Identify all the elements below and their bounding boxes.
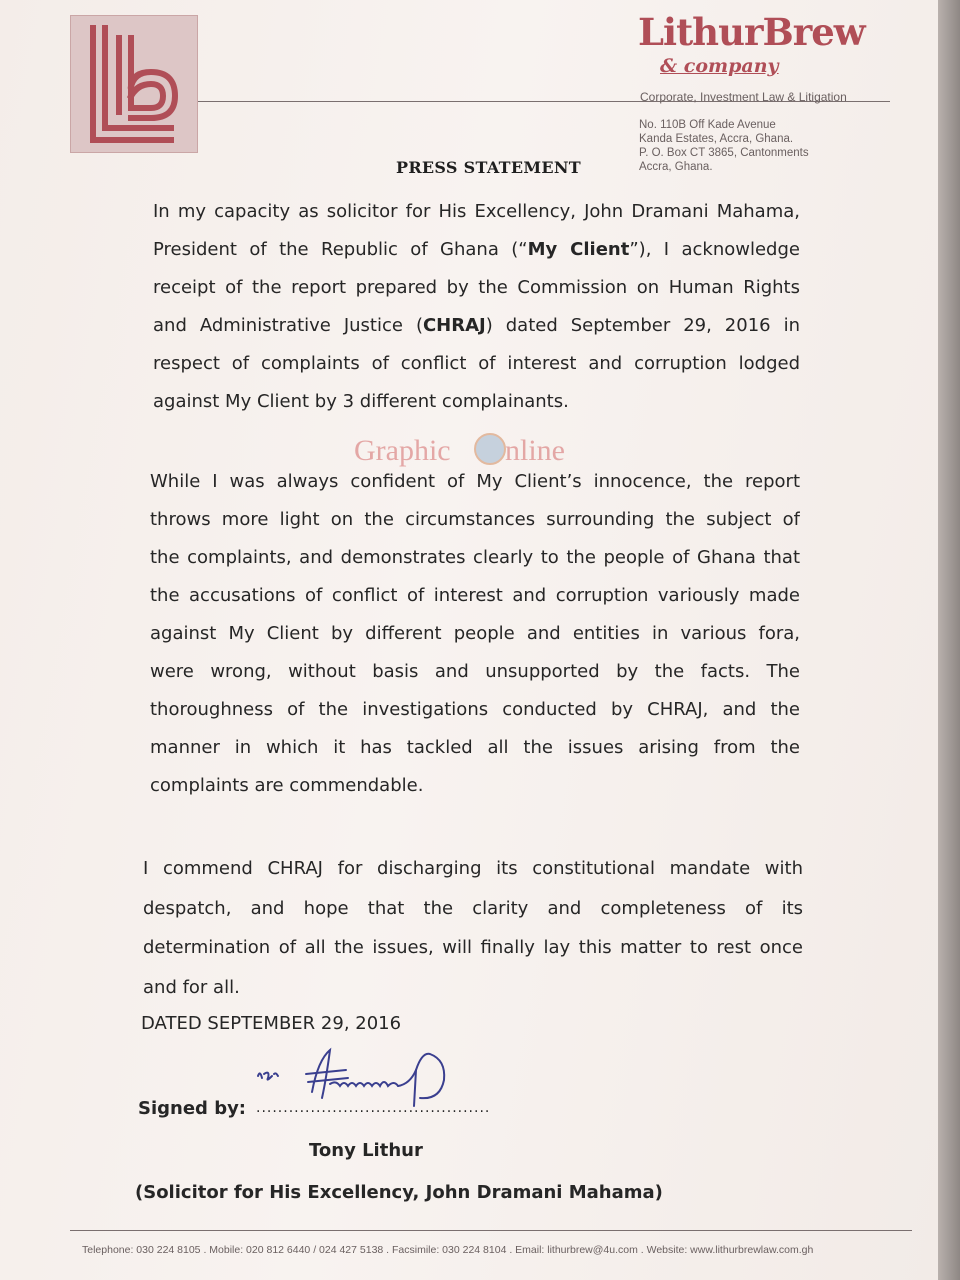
- text-line: respect of complaints of conflict of interest and corruption lodged: [153, 353, 800, 374]
- text-line: receipt of the report prepared by the Commission on Human Rights: [153, 277, 800, 298]
- address-line: Accra, Ghana.: [639, 161, 713, 173]
- firm-logo: [70, 15, 198, 153]
- text-line: I commend CHRAJ for discharging its constitutional mandate with: [143, 858, 803, 879]
- text-line: against My Client by different people and entities in various fora,: [150, 623, 800, 644]
- text-line: In my capacity as solicitor for His Excellency, John Dramani Mahama,: [153, 201, 800, 222]
- address-line: P. O. Box CT 3865, Cantonments: [639, 147, 809, 159]
- date-line: DATED SEPTEMBER 29, 2016: [141, 1013, 402, 1034]
- text-line: President of the Republic of Ghana (“My Client”), I acknowledge: [153, 239, 800, 260]
- watermark-text-right: nline: [505, 434, 565, 467]
- text-line: determination of all the issues, will finally lay this matter to rest once: [143, 937, 803, 959]
- background-surface: [938, 0, 960, 1280]
- address-line: Kanda Estates, Accra, Ghana.: [639, 133, 794, 145]
- text-line: While I was always confident of My Client’s innocence, the report: [150, 471, 800, 492]
- paragraph-3: [143, 849, 803, 1008]
- text-line: the complaints, and demonstrates clearly to the people of Ghana that: [150, 547, 800, 568]
- address-line: No. 110B Off Kade Avenue: [639, 119, 776, 131]
- text-line: and for all.: [143, 977, 240, 999]
- firm-name: LithurBrew: [638, 10, 865, 54]
- footer-divider: [70, 1230, 912, 1231]
- text-line: thoroughness of the investigations conducted by CHRAJ, and the: [150, 699, 800, 720]
- text-line: were wrong, without basis and unsupported by the facts. The: [150, 661, 800, 682]
- text-line: despatch, and hope that the clarity and completeness of its: [143, 897, 803, 919]
- emphasis-text: CHRAJ: [422, 315, 486, 336]
- text-line: against My Client by 3 different complainants.: [153, 391, 569, 412]
- signer-name: Tony Lithur: [309, 1140, 423, 1161]
- text-line: complaints are commendable.: [150, 775, 424, 796]
- firm-name-suffix: & company: [660, 55, 779, 77]
- emphasis-text: My Client: [527, 239, 630, 260]
- paragraph-1: [153, 193, 800, 421]
- firm-brand: [638, 10, 868, 77]
- globe-icon: [475, 434, 505, 464]
- text-line: throws more light on the circumstances surrounding the subject of: [150, 509, 800, 530]
- footer-contact: Telephone: 030 224 8105 . Mobile: 020 812 6440 / 024 427 5138 . Facsimile: 030 224 8104 . Email: lithurbrew@4u.com . Website: www.lithurbrewlaw.com.gh: [82, 1244, 814, 1256]
- watermark-text-left: Graphic: [354, 434, 451, 467]
- signature-line: ...........................................: [256, 1100, 491, 1116]
- firm-address: [639, 118, 809, 174]
- text-line: and Administrative Justice (CHRAJ) dated September 29, 2016 in: [153, 315, 800, 336]
- text-line: manner in which it has tackled all the issues arising from the: [150, 737, 800, 758]
- document-title: PRESS STATEMENT: [396, 158, 582, 177]
- signer-role: (Solicitor for His Excellency, John Dramani Mahama): [135, 1182, 663, 1203]
- signed-by-label: Signed by:: [138, 1098, 247, 1119]
- paragraph-2: [150, 463, 800, 805]
- text-line: the accusations of conflict of interest and corruption variously made: [150, 585, 800, 606]
- firm-tagline: Corporate, Investment Law & Litigation: [640, 90, 847, 104]
